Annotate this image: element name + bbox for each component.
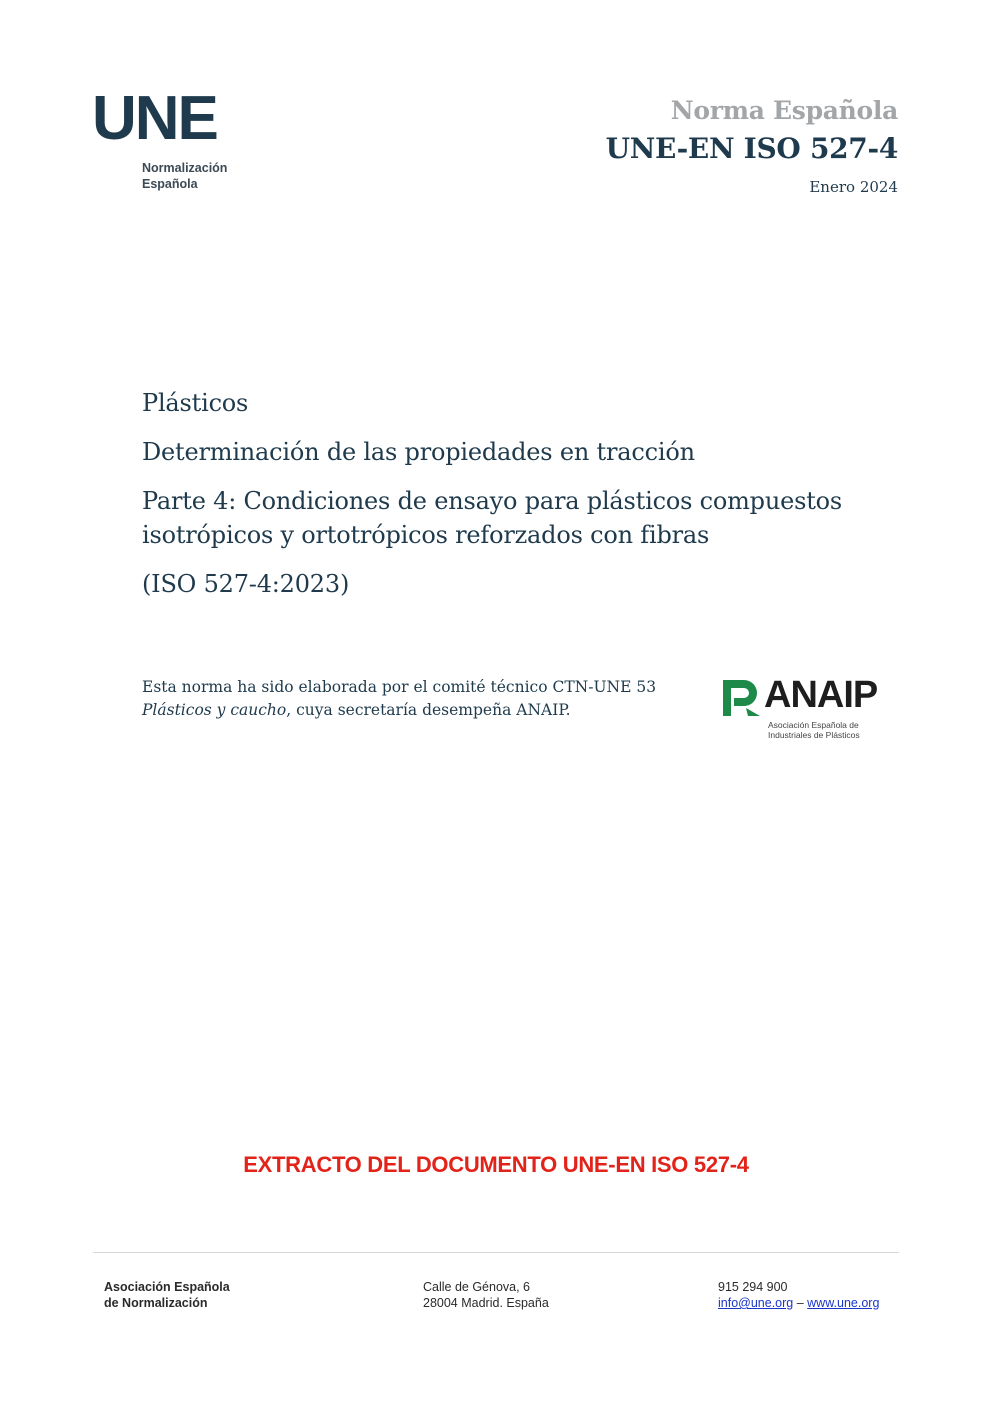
extract-notice: EXTRACTO DEL DOCUMENTO UNE-EN ISO 527-4 <box>243 1152 749 1177</box>
title-line-4: (ISO 527-4:2023) <box>142 570 350 598</box>
website-link[interactable]: www.une.org <box>807 1296 880 1310</box>
committee-suffix: , cuya secretaría desempeña ANAIP. <box>286 701 571 719</box>
footer-phone: 915 294 900 <box>718 1280 788 1294</box>
norma-label: Norma Española <box>670 96 898 125</box>
footer-link-separator: – <box>793 1296 808 1310</box>
norma-code: UNE-EN ISO 527-4 <box>605 132 898 165</box>
une-logo-word: UNE <box>92 84 217 153</box>
title-line-1: Plásticos <box>142 389 249 417</box>
une-logo <box>92 84 262 198</box>
anaip-mark-icon <box>720 678 764 718</box>
anaip-logo-word: ANAIP <box>764 674 878 716</box>
footer-divider <box>93 1252 899 1253</box>
footer-organization <box>104 1279 230 1311</box>
title-line-2: Determinación de las propiedades en tracción <box>142 438 695 466</box>
committee-text <box>142 676 672 722</box>
committee-prefix: Esta norma ha sido elaborada por el comité técnico CTN-UNE 53 <box>142 678 657 696</box>
email-link[interactable]: info@une.org <box>718 1296 794 1310</box>
footer-contact <box>718 1279 879 1311</box>
une-logo-subtitle-1: Normalización <box>142 161 228 175</box>
anaip-logo <box>720 674 878 746</box>
footer-links <box>718 1295 879 1311</box>
anaip-logo-subtitle <box>768 720 860 740</box>
footer-org-line-2: de Normalización <box>104 1296 208 1310</box>
footer-org-line-1: Asociación Española <box>104 1280 230 1294</box>
anaip-logo-subtitle-1: Asociación Española de <box>768 720 859 730</box>
anaip-logo-subtitle-2: Industriales de Plásticos <box>768 730 860 740</box>
une-logo-subtitle-2: Española <box>142 177 198 191</box>
footer-address <box>423 1279 549 1311</box>
committee-name: Plásticos y caucho <box>142 701 287 719</box>
footer-address-line-2: 28004 Madrid. España <box>423 1296 549 1310</box>
footer-address-line-1: Calle de Génova, 6 <box>423 1280 531 1294</box>
norma-date: Enero 2024 <box>809 178 898 196</box>
title-line-3: Parte 4: Condiciones de ensayo para plásticos compuestos isotrópicos y ortotrópicos reforzados con fibras <box>142 487 843 549</box>
